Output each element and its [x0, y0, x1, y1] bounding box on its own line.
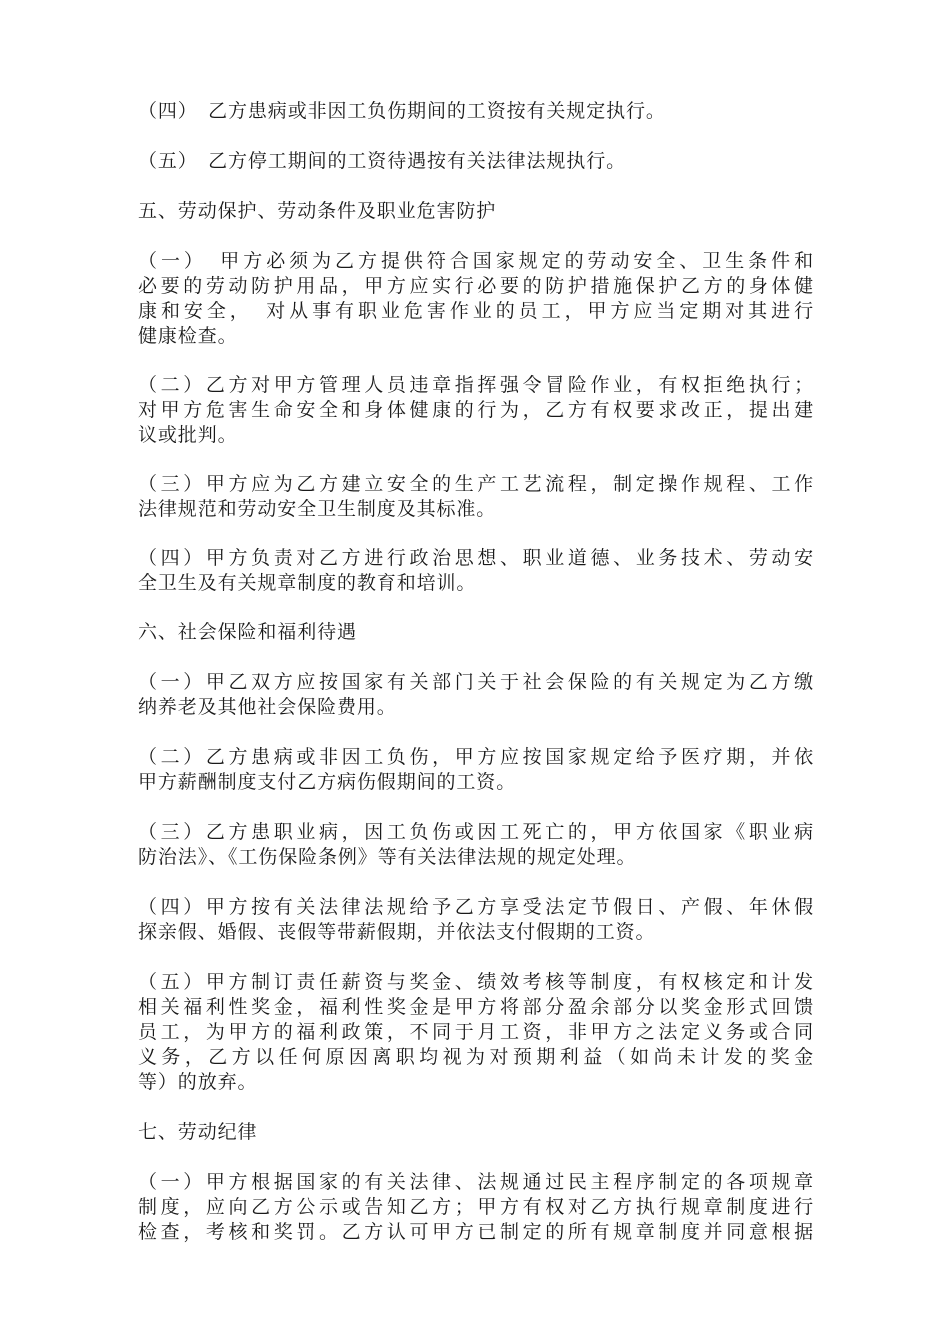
- text-line: 健康检查。: [138, 325, 238, 347]
- section-heading-5: [138, 199, 814, 224]
- paragraph-6-4: [138, 895, 814, 945]
- text-line: 五、劳动保护、劳动条件及职业危害防护: [138, 200, 497, 222]
- text-line: （四）甲方负责对乙方进行政治思想、职业道德、业务技术、劳动安: [138, 547, 814, 569]
- text-line: 防治法》、《工伤保险条例》等有关法律法规的规定处理。: [138, 846, 637, 868]
- text-line: （三）乙方患职业病，因工负伤或因工死亡的，甲方依国家《职业病: [138, 821, 814, 843]
- text-line: 义务，乙方以任何原因离职均视为对预期利益（如尚未计发的奖金: [138, 1046, 814, 1068]
- text-line: 纳养老及其他社会保险费用。: [138, 696, 397, 718]
- text-line: 对甲方危害生命安全和身体健康的行为，乙方有权要求改正，提出建: [138, 399, 814, 421]
- text-line: （三）甲方应为乙方建立安全的生产工艺流程，制定操作规程、工作: [138, 473, 814, 495]
- text-line: （四） 乙方患病或非因工负伤期间的工资按有关规定执行。: [138, 100, 666, 122]
- text-line: 议或批判。: [138, 424, 238, 446]
- text-line: （一）甲乙双方应按国家有关部门关于社会保险的有关规定为乙方缴: [138, 671, 814, 693]
- paragraph-6-2: [138, 745, 814, 795]
- text-line: 检查，考核和奖罚。乙方认可甲方已制定的所有规章制度并同意根据: [138, 1221, 814, 1243]
- text-line: 探亲假、婚假、丧假等带薪假期，并依法支付假期的工资。: [138, 921, 656, 943]
- text-line: 法律规范和劳动安全卫生制度及其标准。: [138, 498, 497, 520]
- section-heading-7: [138, 1120, 814, 1145]
- paragraph-wage-suspension: [138, 149, 814, 174]
- text-line: （五） 乙方停工期间的工资待遇按有关法律法规执行。: [138, 150, 627, 172]
- text-line: 六、社会保险和福利待遇: [138, 621, 357, 643]
- paragraph-5-1: [138, 249, 814, 349]
- text-line: （一）甲方根据国家的有关法律、法规通过民主程序制定的各项规章: [138, 1171, 814, 1193]
- paragraph-6-5: [138, 970, 814, 1095]
- paragraph-5-2: [138, 373, 814, 448]
- text-line: 甲方薪酬制度支付乙方病伤假期间的工资。: [138, 771, 517, 793]
- section-heading-6: [138, 620, 814, 645]
- text-line: 相关福利性奖金，福利性奖金是甲方将部分盈余部分以奖金形式回馈: [138, 996, 814, 1018]
- text-line: （二）乙方患病或非因工负伤，甲方应按国家规定给予医疗期，并依: [138, 746, 814, 768]
- text-line: 制度，应向乙方公示或告知乙方；甲方有权对乙方执行规章制度进行: [138, 1196, 814, 1218]
- paragraph-5-3: [138, 472, 814, 522]
- paragraph-7-1: [138, 1170, 814, 1245]
- text-line: 必要的劳动防护用品，甲方应实行必要的防护措施保护乙方的身体健: [138, 275, 814, 297]
- paragraph-6-3: [138, 820, 814, 870]
- text-line: 员工，为甲方的福利政策，不同于月工资，非甲方之法定义务或合同: [138, 1021, 814, 1043]
- text-line: 康和安全， 对从事有职业危害作业的员工，甲方应当定期对其进行: [138, 300, 814, 322]
- text-line: 等）的放弃。: [138, 1071, 258, 1093]
- paragraph-wage-sick-leave: [138, 99, 814, 124]
- text-line: （二）乙方对甲方管理人员违章指挥强令冒险作业，有权拒绝执行；: [138, 374, 814, 396]
- text-line: 七、劳动纪律: [138, 1121, 258, 1143]
- paragraph-5-4: [138, 546, 814, 596]
- text-line: （四）甲方按有关法律法规给予乙方享受法定节假日、产假、年休假: [138, 896, 814, 918]
- text-line: 全卫生及有关规章制度的教育和培训。: [138, 572, 477, 594]
- text-line: （一） 甲方必须为乙方提供符合国家规定的劳动安全、卫生条件和: [138, 250, 814, 272]
- text-line: （五）甲方制订责任薪资与奖金、绩效考核等制度，有权核定和计发: [138, 971, 814, 993]
- paragraph-6-1: [138, 670, 814, 720]
